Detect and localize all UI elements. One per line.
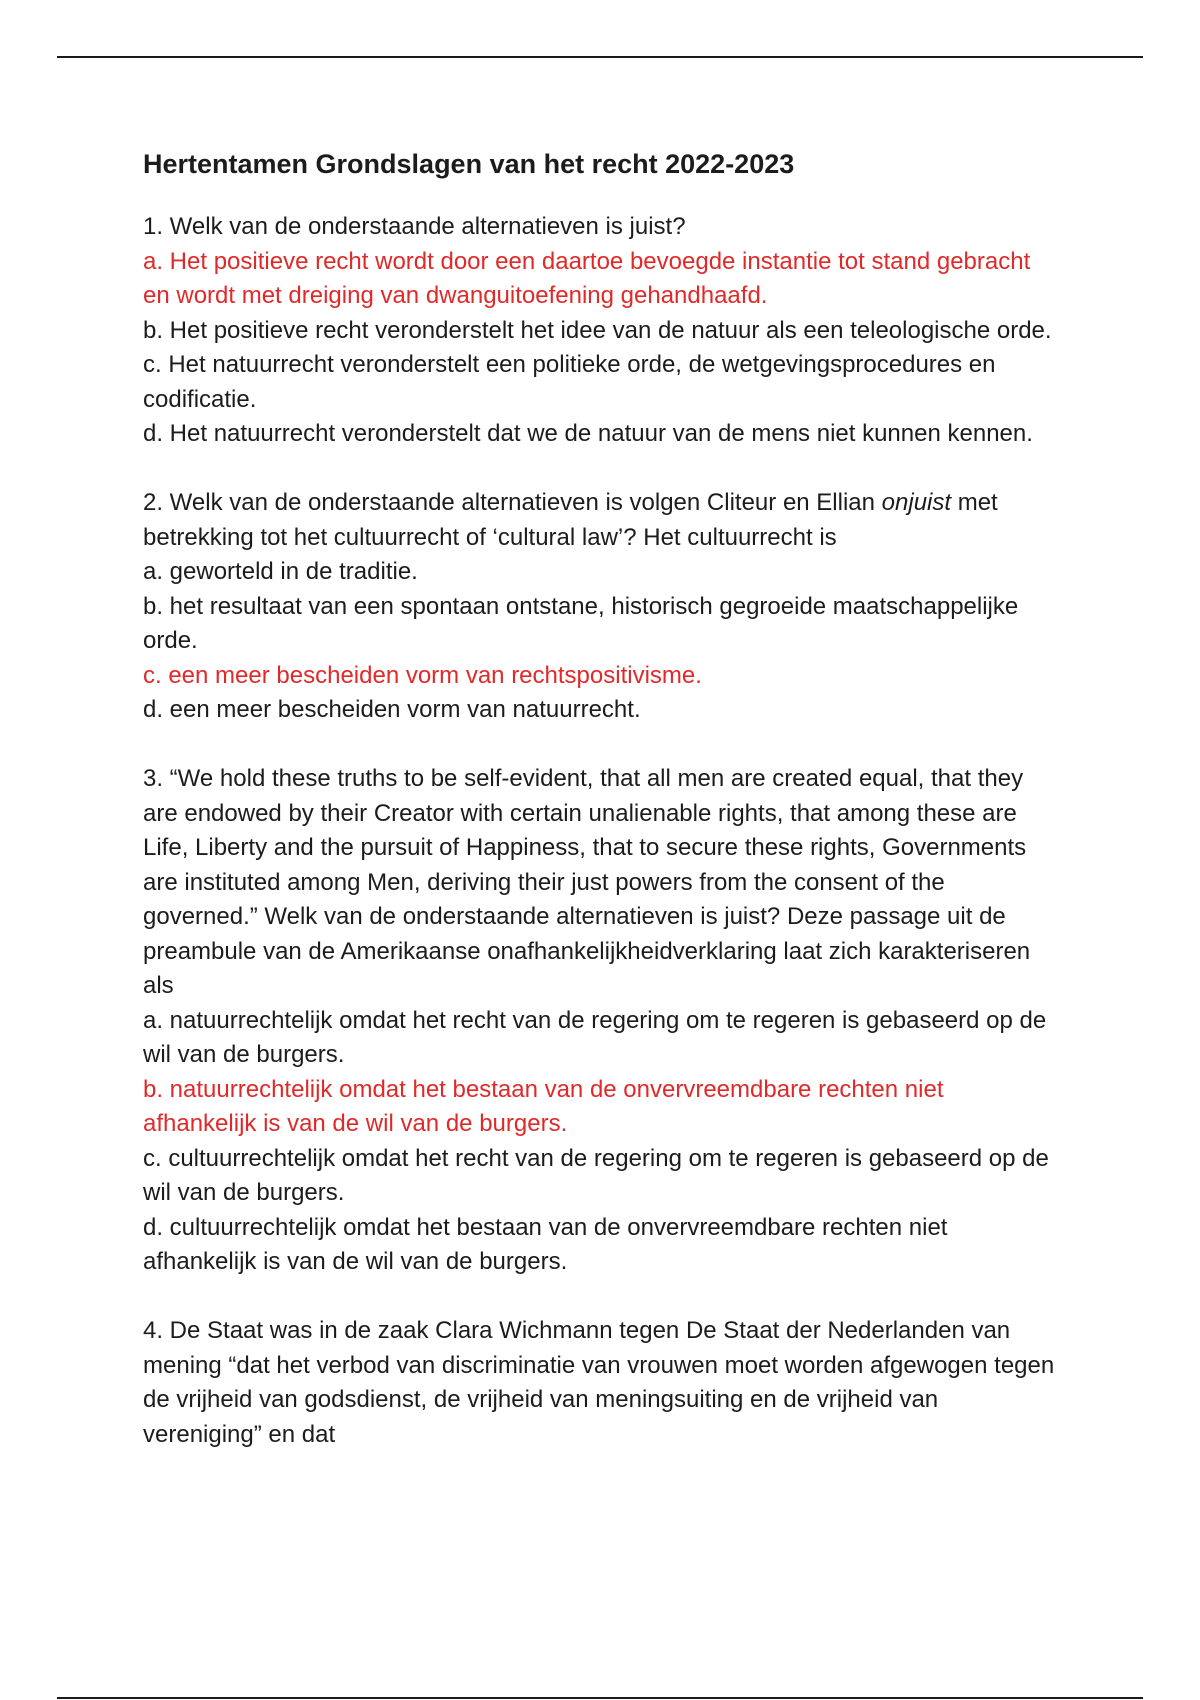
answer-option-a: a. geworteld in de traditie.	[143, 558, 418, 585]
answer-option-d: d. cultuurrechtelijk omdat het bestaan van de onvervreemdbare rechten niet afhankelijk is van de wil van de burgers.	[143, 1213, 948, 1275]
question-text: 1. Welk van de onderstaande alternatieven is juist?	[143, 213, 686, 240]
question-text: 3. “We hold these truths to be self-evident, that all men are created equal, that they are endowed by their Creator with certain unalienable rights, that among these are Life, Liberty and the pursuit of Happiness, that to secure these rights, Governments are instituted among Men, deriving their just powers from the consent of the governed.” Welk van de onderstaande alternatieven is juist? Deze passage uit de preambule van de Amerikaanse onafhankelijkheidverklaring laat zich karakteriseren als	[143, 765, 1031, 999]
answer-option-d: d. een meer bescheiden vorm van natuurrecht.	[143, 696, 641, 723]
answer-option-a: a. natuurrechtelijk omdat het recht van de regering om te regeren is gebaseerd op de wil van de burgers.	[143, 1006, 1047, 1068]
answer-option-a-correct: a. Het positieve recht wordt door een daartoe bevoegde instantie tot stand gebracht en wordt met dreiging van dwanguitoefening gehandhaafd.	[143, 247, 1031, 309]
answer-option-b-correct: b. natuurrechtelijk omdat het bestaan van de onvervreemdbare rechten niet afhankelijk is van de wil van de burgers.	[143, 1075, 944, 1137]
question-text: 4. De Staat was in de zaak Clara Wichmann tegen De Staat der Nederlanden van mening “dat het verbod van discriminatie van vrouwen moet worden afgewogen tegen de vrijheid van godsdienst, de vrijheid van meningsuiting en de vrijheid van vereniging” en dat	[143, 1317, 1055, 1448]
answer-option-d: d. Het natuurrecht veronderstelt dat we de natuur van de mens niet kunnen kennen.	[143, 420, 1033, 447]
page-title: Hertentamen Grondslagen van het recht 2022-2023	[143, 149, 795, 179]
answer-option-c-correct: c. een meer bescheiden vorm van rechtspositivisme.	[143, 661, 702, 689]
question-4	[143, 1314, 1063, 1452]
question-text	[143, 486, 1063, 555]
question-2	[143, 486, 1063, 728]
answer-option-b: b. het resultaat van een spontaan ontstane, historisch gegroeide maatschappelijke orde.	[143, 592, 1019, 654]
answer-option-c: c. Het natuurrecht veronderstelt een politieke orde, de wetgevingsprocedures en codificatie.	[143, 351, 996, 413]
question-1	[143, 210, 1063, 452]
bottom-rule	[57, 1697, 1143, 1699]
question-text-start: 2. Welk van de onderstaande alternatieven is volgen Cliteur en Ellian	[143, 489, 882, 516]
document-body	[143, 144, 1063, 1487]
question-emphasis: onjuist	[881, 489, 952, 516]
top-rule	[57, 56, 1143, 58]
answer-option-c: c. cultuurrechtelijk omdat het recht van de regering om te regeren is gebaseerd op de wil van de burgers.	[143, 1144, 1049, 1206]
question-3	[143, 762, 1063, 1280]
answer-option-b: b. Het positieve recht veronderstelt het idee van de natuur als een teleologische orde.	[143, 316, 1052, 344]
question-text-end: met betrekking tot het cultuurrecht of ‘cultural law’? Het cultuurrecht is	[143, 489, 998, 551]
